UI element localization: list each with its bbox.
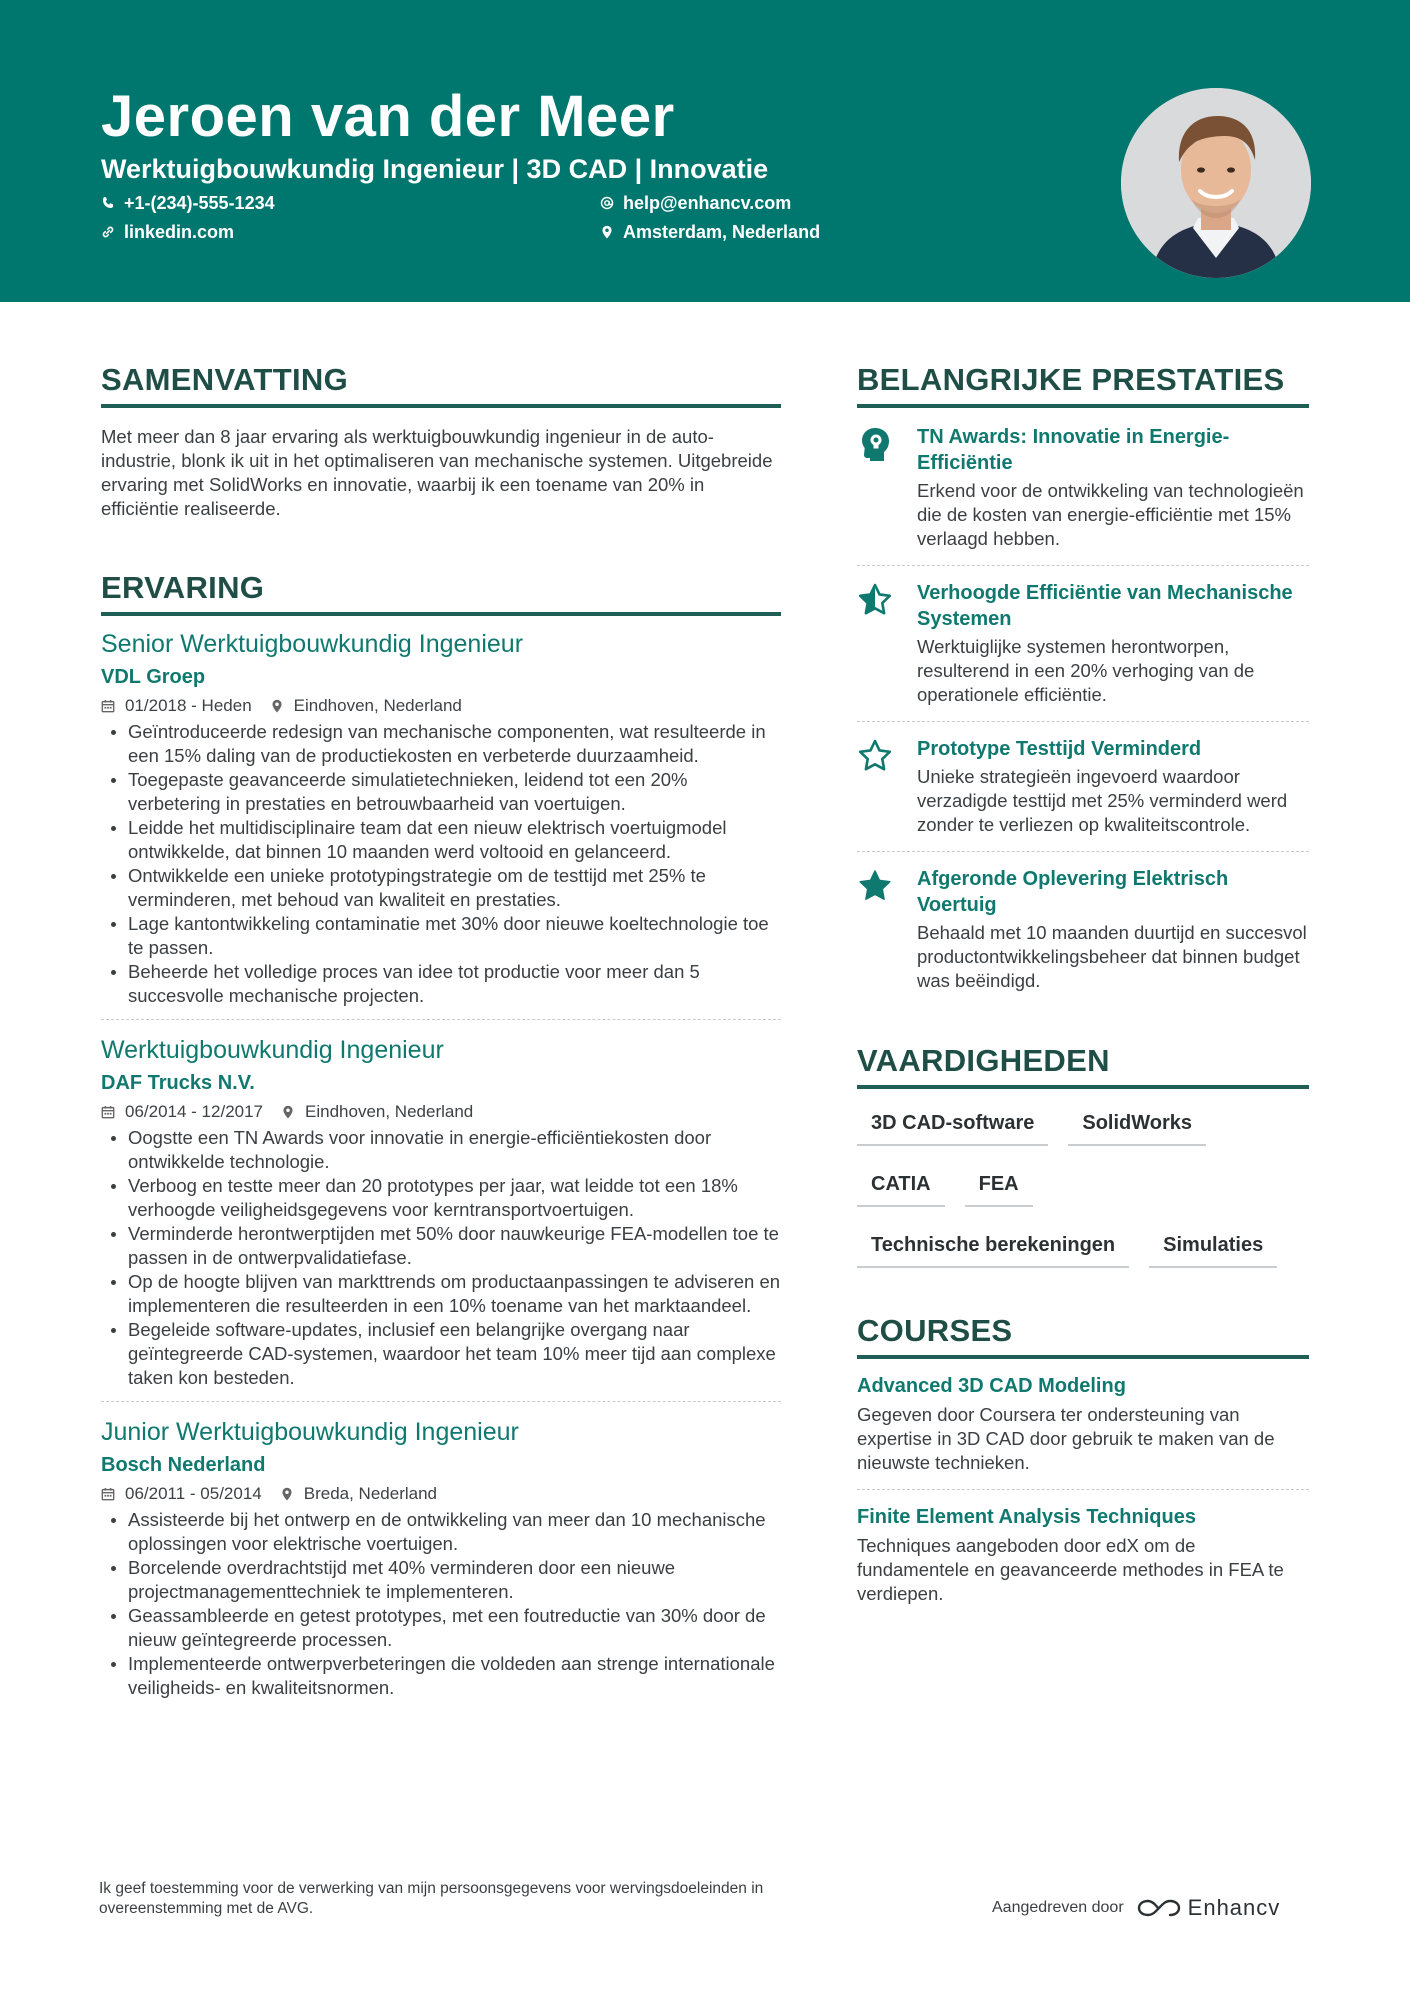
achievement-item	[857, 736, 1309, 837]
divider	[101, 1401, 781, 1402]
list-item: Toegepaste geavanceerde simulatietechnieken, leidend tot een 20% verbetering in prestaties en betrouwbaarheid van voertuigen.	[101, 768, 781, 816]
course-title: Finite Element Analysis Techniques	[857, 1506, 1196, 1528]
contact-location	[600, 221, 820, 243]
achievement-desc: Behaald met 10 maanden duurtijd en succesvol productontwikkelingsbeheer dat binnen budget was beëindigd.	[917, 922, 1307, 991]
skill-tag: SolidWorks	[1068, 1103, 1206, 1146]
profile-photo	[1121, 88, 1311, 278]
left-column	[101, 360, 781, 1700]
achievement-title: Verhoogde Efficiëntie van Mechanische Systemen	[917, 582, 1293, 630]
skill-tag: Simulaties	[1149, 1225, 1277, 1268]
list-item: Op de hoogte blijven van markttrends om productaanpassingen te adviseren en implementeren die resulteerden in een 10% toename van het marktaandeel.	[101, 1270, 781, 1318]
achievements-list	[857, 424, 1309, 993]
powered-by-label: Aangedreven door	[992, 1899, 1124, 1916]
job-company: VDL Groep	[101, 666, 206, 688]
summary-text: Met meer dan 8 jaar ervaring als werktuigbouwkundig ingenieur in de auto-industrie, blonk ik uit in het optimaliseren van mechanische systemen. Uitgebreide ervaring met SolidWorks en innovatie, waarbij ik een toename van 20% in efficiëntie realiseerde.	[101, 426, 773, 519]
achievement-item	[857, 866, 1309, 993]
skill-tag: Technische berekeningen	[857, 1225, 1129, 1268]
list-item: Assisteerde bij het ontwerp en de ontwikkeling van meer dan 10 mechanische oplossingen voor elektrische voertuigen.	[101, 1508, 781, 1556]
courses-heading: COURSES	[857, 1311, 1309, 1359]
location-pin-icon	[280, 1487, 294, 1501]
job-bullets	[101, 720, 781, 1008]
link-icon	[101, 225, 115, 239]
experience-item	[101, 1034, 781, 1390]
job-dates: 06/2011 - 05/2014	[125, 1484, 262, 1503]
divider	[857, 721, 1309, 722]
list-item: Geïntroduceerde redesign van mechanische componenten, wat resulteerde in een 15% daling van de productiekosten en verbeterde duurzaamheid.	[101, 720, 781, 768]
skill-tag: FEA	[965, 1164, 1033, 1207]
job-meta	[101, 1101, 781, 1123]
skills-list	[857, 1103, 1309, 1286]
job-location: Eindhoven, Nederland	[305, 1102, 474, 1121]
skills-heading: VAARDIGHEDEN	[857, 1041, 1309, 1089]
list-item: Lage kantontwikkeling contaminatie met 30% door nieuwe koeltechnologie toe te passen.	[101, 912, 781, 960]
divider	[857, 1489, 1309, 1490]
divider	[857, 565, 1309, 566]
course-title: Advanced 3D CAD Modeling	[857, 1375, 1126, 1397]
star-filled-icon	[857, 868, 893, 904]
course-desc: Gegeven door Coursera ter ondersteuning van expertise in 3D CAD door gebruik te maken van de nieuwste technieken.	[857, 1404, 1275, 1473]
email-text: help@enhancv.com	[623, 193, 792, 213]
at-icon	[600, 196, 614, 210]
experience-item	[101, 1416, 781, 1700]
contact-linkedin[interactable]	[101, 221, 234, 243]
job-dates: 01/2018 - Heden	[125, 696, 252, 715]
job-location: Eindhoven, Nederland	[293, 696, 462, 715]
divider	[101, 1019, 781, 1020]
skill-tag: CATIA	[857, 1164, 945, 1207]
job-location: Breda, Nederland	[303, 1484, 438, 1503]
course-desc: Techniques aangeboden door edX om de fundamentele en geavanceerde methodes in FEA te verdiepen.	[857, 1535, 1284, 1604]
calendar-icon	[101, 1105, 115, 1119]
achievement-item	[857, 580, 1309, 707]
list-item: Borcelende overdrachtstijd met 40% verminderen door een nieuwe projectmanagementtechniek te implementeren.	[101, 1556, 781, 1604]
job-bullets	[101, 1126, 781, 1390]
linkedin-text: linkedin.com	[124, 222, 235, 242]
candidate-title: Werktuigbouwkundig Ingenieur | 3D CAD | Innovatie	[101, 154, 769, 184]
right-column	[857, 360, 1309, 1606]
skill-tag: 3D CAD-software	[857, 1103, 1048, 1146]
star-outline-icon	[857, 738, 893, 774]
achievement-desc: Werktuiglijke systemen herontworpen, resulterend in een 20% verhoging van de operationele efficiëntie.	[917, 636, 1255, 705]
powered-by[interactable]	[992, 1895, 1280, 1921]
courses-list	[857, 1373, 1309, 1606]
divider	[857, 851, 1309, 852]
achievement-title: TN Awards: Innovatie in Energie-Efficiëntie	[917, 426, 1230, 474]
job-role: Senior Werktuigbouwkundig Ingenieur	[101, 630, 524, 658]
achievement-desc: Erkend voor de ontwikkeling van technologieën die de kosten van energie-efficiëntie met 15% verlaagd hebben.	[917, 480, 1304, 549]
avatar	[1121, 88, 1311, 278]
brand-name: Enhancv	[1187, 1895, 1281, 1920]
calendar-icon	[101, 1487, 115, 1501]
job-company: Bosch Nederland	[101, 1454, 266, 1476]
candidate-name: Jeroen van der Meer	[101, 84, 675, 149]
list-item: Oogstte een TN Awards voor innovatie in energie-efficiëntiekosten door ontwikkelde technologie.	[101, 1126, 781, 1174]
list-item: Begeleide software-updates, inclusief een belangrijke overgang naar geïntegreerde CAD-systemen, waardoor het team 10% meer tijd aan complexe taken kon besteden.	[101, 1318, 781, 1390]
list-item: Beheerde het volledige proces van idee tot productie voor meer dan 5 succesvolle mechanische projecten.	[101, 960, 781, 1008]
achievement-desc: Unieke strategieën ingevoerd waardoor verzadigde testtijd met 25% verminderd werd zonder te verliezen op kwaliteitscontrole.	[917, 766, 1288, 835]
job-meta	[101, 1483, 781, 1505]
resume-header	[0, 0, 1410, 302]
job-company: DAF Trucks N.V.	[101, 1072, 255, 1094]
list-item: Verboog en testte meer dan 20 prototypes per jaar, wat leidde tot een 18% verhoogde veiligheidsgegevens voor kerntransportvoertuigen.	[101, 1174, 781, 1222]
job-bullets	[101, 1508, 781, 1700]
achievements-heading: BELANGRIJKE PRESTATIES	[857, 360, 1309, 408]
job-role: Junior Werktuigbouwkundig Ingenieur	[101, 1418, 519, 1446]
job-meta	[101, 695, 781, 717]
consent-note: Ik geef toestemming voor de verwerking van mijn persoonsgegevens voor wervingsdoeleinden in overeenstemming met de AVG.	[99, 1880, 764, 1917]
job-role: Werktuigbouwkundig Ingenieur	[101, 1036, 444, 1064]
experience-heading: ERVARING	[101, 568, 781, 616]
summary-heading: SAMENVATTING	[101, 360, 781, 408]
course-item	[857, 1373, 1309, 1475]
star-half-icon	[857, 582, 893, 618]
job-dates: 06/2014 - 12/2017	[125, 1102, 264, 1121]
location-pin-icon	[281, 1105, 295, 1119]
head-lightbulb-icon	[857, 426, 893, 462]
list-item: Ontwikkelde een unieke prototypingstrategie om de testtijd met 25% te verminderen, met behoud van kwaliteit en prestaties.	[101, 864, 781, 912]
calendar-icon	[101, 699, 115, 713]
list-item: Geassambleerde en getest prototypes, met een foutreductie van 30% door de nieuw geïntegreerde processen.	[101, 1604, 781, 1652]
list-item: Verminderde herontwerptijden met 50% door nauwkeurige FEA-modellen toe te passen in de ontwerpvalidatiefase.	[101, 1222, 781, 1270]
achievement-title: Afgeronde Oplevering Elektrisch Voertuig	[917, 868, 1229, 916]
location-pin-icon	[270, 699, 284, 713]
contact-email[interactable]	[600, 192, 791, 214]
list-item: Leidde het multidisciplinaire team dat een nieuw elektrisch voertuigmodel ontwikkelde, dat binnen 10 maanden werd voltooid en gelanceerd.	[101, 816, 781, 864]
achievement-title: Prototype Testtijd Verminderd	[917, 738, 1202, 760]
experience-item	[101, 628, 781, 1008]
contact-phone[interactable]	[101, 192, 275, 214]
enhancv-logo-icon	[1136, 1897, 1182, 1919]
location-text: Amsterdam, Nederland	[623, 222, 821, 242]
list-item: Implementeerde ontwerpverbeteringen die voldeden aan strenge internationale veiligheids- en kwaliteitsnormen.	[101, 1652, 781, 1700]
achievement-item	[857, 424, 1309, 551]
phone-icon	[101, 196, 115, 210]
course-item	[857, 1504, 1309, 1606]
location-pin-icon	[600, 225, 614, 239]
phone-text: +1-(234)-555-1234	[124, 193, 275, 213]
